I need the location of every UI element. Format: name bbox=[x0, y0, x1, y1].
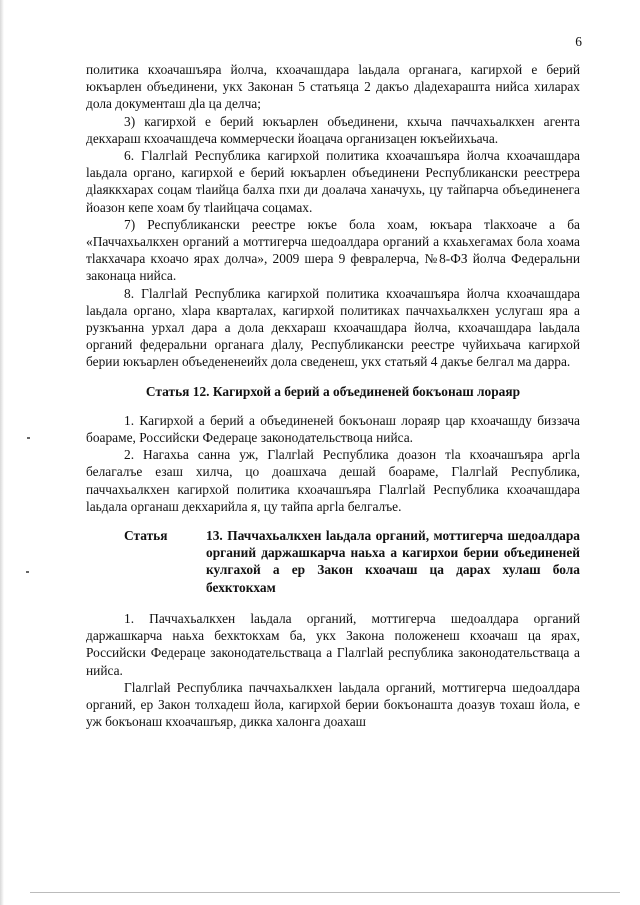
article-13-heading bbox=[86, 527, 580, 596]
paragraph-item-7: 7) Республикански реестре юкъе бола хоам, юкъара тlакхоаче а ба «Паччахьалкхен органий а моттигерча шедоалдара органий а кхаьхегамах бола хоама тlакхачара кхоачо ярах долча», 2009 шера 9 февралерча, №8-ФЗ йолча Федеральни законаца нийса. bbox=[86, 216, 580, 284]
scan-bottom-edge bbox=[30, 892, 620, 893]
article-12-heading: Статья 12. Кагирхой а берий а объединеней бокъонаш лораяр bbox=[145, 383, 521, 399]
article-12-paragraph-1: 1. Кагирхой а берий а объединеней бокъонаш лораяр цар кхоачашду биззача боараме, Российски Федераце законодательствоца нийса. bbox=[86, 412, 580, 446]
article-13-paragraph-2: Гlалгlай Республика паччахьалкхен lаьдала органий, моттигерча шедоалдара органий, ер Закон толхадеш йола, кагирхой берии бокъонашта доазув тохаш йола, е уж бокъонаш кхоачашъяр, дикка халонга доахаш bbox=[86, 679, 580, 730]
paragraph-continuation: политика кхоачашъяра йолча, кхоачашдара lаьдала органага, кагирхой е берий юкъарлен объединени, укх Законан 5 статьяца 2 дакъо дlадехараштa нийса хиларах дола документаш дlа ца делча; bbox=[86, 62, 580, 112]
page-number: 6 bbox=[575, 34, 582, 49]
article-12-paragraph-2: 2. Нагахьа санна уж, Гlалгlай Республика доазон тlа кхоачашъяра аргlа белагалъе езаш хилча, цо доашхача дешай боараме, Гlалгlай Республика, паччахьалкхен кагирхой политика кхоачашъяра Гlалгlай Республика кхоачашдара lаьдала органаш декхарийла я, цу тайпа аргlа белгалъе. bbox=[86, 447, 580, 514]
paragraph-item-6: 6. Гlалгlай Республика кагирхой политика кхоачашъяра йолча кхоачашдара lаьдала органо, кагирхой е берий юкъарлен объединени Республикански реестрера дlаяккхарах соцам тlаийца балха пхи ди доалача ханачухь, цу тайпарча объединенега йоазон кепе хоам бу тlаийцача соцамах. bbox=[86, 148, 580, 215]
scan-speck bbox=[27, 437, 30, 439]
article-13-title: 13. Паччахьалкхен lаьдала органий, моттигерча шедоалдара органий даржашкарча наьха а кагирхои берии объединеней кулгахой а ер Закон кхоачаш ца дарах хулаш бола бехктокхам bbox=[206, 528, 580, 595]
paragraph-item-8: 8. Гlалгlай Республика кагирхой политика кхоачашъяра йолча кхоачашдара lаьдала органо, хlара кварталах, кагирхой политиках паччахьалкхен услугаш яра а рузкъанна урхал дара а дола декхараш кхоачашдара йолча, кхоачашдара lаьдала органий федеральни органага дlалу, Республикански реестре чуйихьача кагирхой берии юкъарлен объедененеийх дола сведенеш, укх статьяй 4 дакъе белгал ма дарра. bbox=[86, 285, 580, 370]
document-body bbox=[86, 61, 580, 730]
paragraph-item-3: 3) кагирхой е берий юкъарлен объединени, кхыча паччахьалкхен агента декхараш кхоачашдеча коммерчески йоацача организацен юкъейихьача. bbox=[86, 113, 580, 146]
article-13-paragraph-1: 1. Паччахьалкхен lаьдала органий, моттигерча шедоалдара органий даржашкарча наьха бехктокхам ба, укх Закона положенеш кхоачаш ца ярах, Российски Федераце законодательствацa а Гlалгlай республика законодательствацa а нийса. bbox=[86, 610, 580, 678]
scan-edge-shadow bbox=[0, 0, 4, 905]
scan-speck bbox=[26, 571, 29, 573]
article-13-label: Статья bbox=[124, 528, 168, 544]
